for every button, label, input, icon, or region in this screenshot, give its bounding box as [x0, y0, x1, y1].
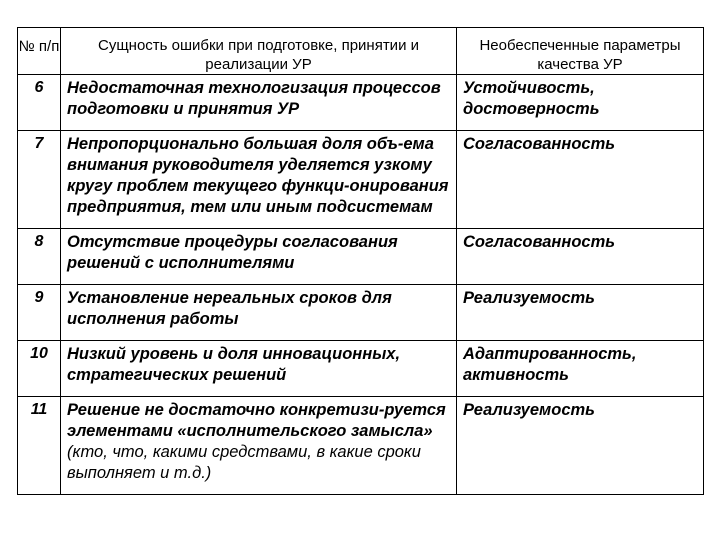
row-num: 11 — [18, 397, 61, 495]
errors-table — [17, 27, 704, 495]
row-param: Согласованность — [457, 131, 704, 229]
row-essence-bold: Решение не достаточно конкретизи-руется элементами «исполнительского замысла» — [67, 401, 446, 440]
row-essence: Отсутствие процедуры согласования решений с исполнителями — [61, 229, 457, 285]
row-essence-note: (кто, что, какими средствами, в какие сроки выполняет и т.д.) — [67, 443, 421, 482]
table-row — [18, 285, 704, 341]
table-row — [18, 131, 704, 229]
row-essence: Низкий уровень и доля инновационных, стратегических решений — [61, 341, 457, 397]
row-param: Адаптированность, активность — [457, 341, 704, 397]
row-essence: Непропорционально большая доля объ-ема внимания руководителя уделяется узкому кругу проблем текущего функци-онирования предприятия, тем или иным подсистемам — [61, 131, 457, 229]
row-essence — [61, 397, 457, 495]
row-num: 7 — [18, 131, 61, 229]
header-params: Необеспеченные параметры качества УР — [457, 28, 704, 75]
table-row — [18, 341, 704, 397]
row-essence: Недостаточная технологизация процессов подготовки и принятия УР — [61, 75, 457, 131]
header-essence: Сущность ошибки при подготовке, принятии и реализации УР — [61, 28, 457, 75]
row-num: 9 — [18, 285, 61, 341]
header-num: № п/п — [18, 28, 61, 75]
row-num: 6 — [18, 75, 61, 131]
row-param: Реализуемость — [457, 285, 704, 341]
row-param: Устойчивость, достоверность — [457, 75, 704, 131]
row-num: 10 — [18, 341, 61, 397]
row-param: Реализуемость — [457, 397, 704, 495]
header-row — [18, 28, 704, 75]
row-num: 8 — [18, 229, 61, 285]
table-row — [18, 75, 704, 131]
row-param: Согласованность — [457, 229, 704, 285]
table-row — [18, 229, 704, 285]
row-essence: Установление нереальных сроков для исполнения работы — [61, 285, 457, 341]
table-row — [18, 397, 704, 495]
